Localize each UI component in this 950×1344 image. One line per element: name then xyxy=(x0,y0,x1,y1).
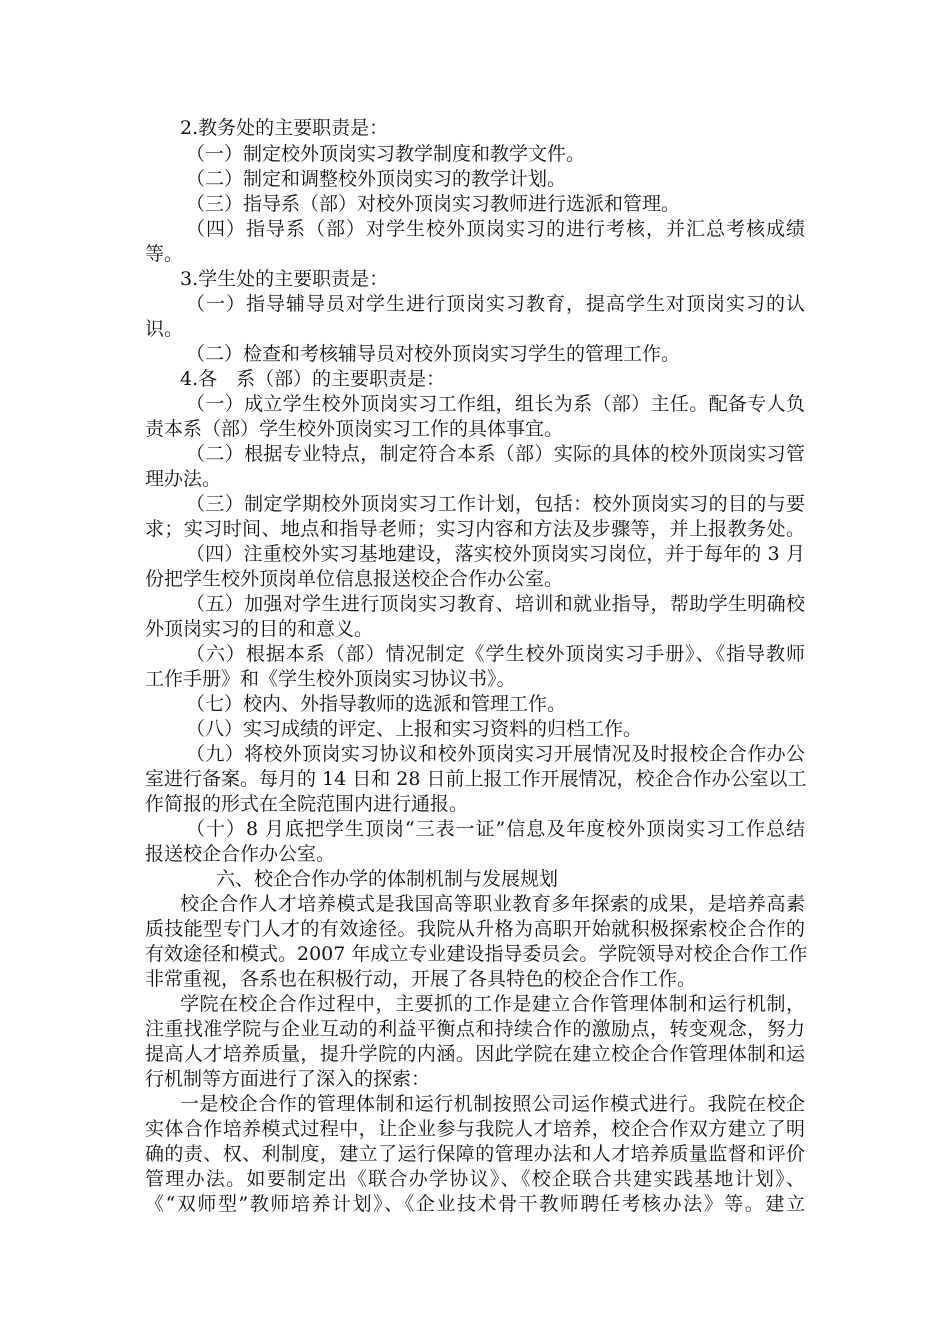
text-line: （九）将校外顶岗实习协议和校外顶岗实习开展情况及时报校企合作办公 xyxy=(186,743,805,765)
text-line: 理办法。 xyxy=(145,468,222,490)
text-line: 注重找准学院与企业互动的利益平衡点和持续合作的激励点，转变观念，努力 xyxy=(145,1018,805,1040)
text-line: （三）制定学期校外顶岗实习工作计划，包括：校外顶岗实习的目的与要 xyxy=(186,493,805,515)
text-line: （四）注重校外实习基地建设，落实校外顶岗实习岗位，并于每年的 3 月 xyxy=(186,543,805,565)
text-line: （六）根据本系（部）情况制定《学生校外顶岗实习手册》、《指导教师 xyxy=(186,643,805,665)
text-line: （八）实习成绩的评定、上报和实习资料的归档工作。 xyxy=(186,718,643,740)
heading-student-affairs: 3.学生处的主要职责是： xyxy=(180,268,389,290)
text-line: （七）校内、外指导教师的选派和管理工作。 xyxy=(186,693,567,715)
text-line: 求；实习时间、地点和指导老师；实习内容和方法及步骤等，并上报教务处。 xyxy=(145,518,805,540)
heading-academic-affairs: 2.教务处的主要职责是： xyxy=(180,117,389,139)
text-line: 学院在校企合作过程中，主要抓的工作是建立合作管理体制和运行机制， xyxy=(180,993,805,1015)
text-line: 责本系（部）学生校外顶岗实习工作的具体事宜。 xyxy=(145,418,564,440)
text-line: 作简报的形式在全院范围内进行通报。 xyxy=(145,793,469,815)
text-line: 非常重视，各系也在积极行动，开展了各具特色的校企合作工作。 xyxy=(145,968,697,990)
text-line: 一是校企合作的管理体制和运行机制按照公司运作模式进行。我院在校企 xyxy=(180,1093,805,1115)
text-line: （一）制定校外顶岗实习教学制度和教学文件。 xyxy=(186,143,586,165)
text-line: （二）制定和调整校外顶岗实习的教学计划。 xyxy=(186,168,567,190)
text-line: 确的责、权、利制度，建立了运行保障的管理办法和人才培养质量监督和评价 xyxy=(145,1143,805,1165)
text-line: 室进行备案。每月的 14 日和 28 日前上报工作开展情况，校企合作办公室以工 xyxy=(145,768,807,790)
section-heading: 六、校企合作办学的体制机制与发展规划 xyxy=(216,868,559,890)
text-line: （一）指导辅导员对学生进行顶岗实习教育，提高学生对顶岗实习的认 xyxy=(186,293,805,315)
text-line: （十）8 月底把学生顶岗“三表一证”信息及年度校外顶岗实习工作总结 xyxy=(186,818,805,840)
text-line: 《“双师型”教师培养计划》、《企业技术骨干教师聘任考核办法》等。建立 xyxy=(145,1193,805,1215)
text-line: 份把学生校外顶岗单位信息报送校企合作办公室。 xyxy=(145,568,564,590)
text-line: （二）根据专业特点，制定符合本系（部）实际的具体的校外顶岗实习管 xyxy=(186,443,805,465)
text-line: （二）检查和考核辅导员对校外顶岗实习学生的管理工作。 xyxy=(186,343,681,365)
text-line: （五）加强对学生进行顶岗实习教育、培训和就业指导，帮助学生明确校 xyxy=(186,593,805,615)
text-line: （四）指导系（部）对学生校外顶岗实习的进行考核，并汇总考核成绩 xyxy=(186,218,805,240)
text-line: 校企合作人才培养模式是我国高等职业教育多年探索的成果，是培养高素 xyxy=(180,893,805,915)
text-line: 管理办法。如要制定出《联合办学协议》、《校企联合共建实践基地计划》、 xyxy=(145,1168,805,1190)
text-line: 行机制等方面进行了深入的探索： xyxy=(145,1068,431,1090)
text-line: 提高人才培养质量，提升学院的内涵。因此学院在建立校企合作管理体制和运 xyxy=(145,1043,805,1065)
text-line: （一）成立学生校外顶岗实习工作组，组长为系（部）主任。配备专人负 xyxy=(186,393,805,415)
text-line: 识。 xyxy=(145,318,184,340)
text-line: 实体合作培养模式过程中，让企业参与我院人才培养，校企合作双方建立了明 xyxy=(145,1118,805,1140)
text-line: 报送校企合作办公室。 xyxy=(145,843,336,865)
text-line: 等。 xyxy=(145,243,184,265)
text-line: （三）指导系（部）对校外顶岗实习教师进行选派和管理。 xyxy=(186,193,681,215)
text-line: 外顶岗实习的目的和意义。 xyxy=(145,618,374,640)
heading-departments: 4.各 系（部）的主要职责是： xyxy=(180,368,446,390)
text-line: 质技能型专门人才的有效途径。我院从升格为高职开始就积极探索校企合作的 xyxy=(145,918,805,940)
text-line: 工作手册》和《学生校外顶岗实习协议书》。 xyxy=(145,668,516,690)
text-line: 有效途径和模式。2007 年成立专业建设指导委员会。学院领导对校企合作工作 xyxy=(145,943,808,965)
